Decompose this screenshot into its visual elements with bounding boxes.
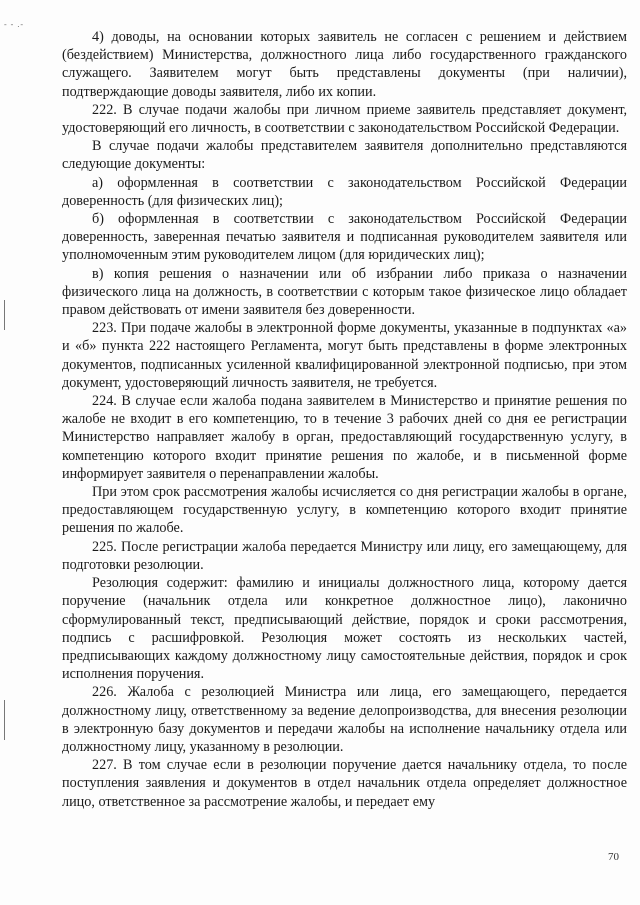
paragraph: Резолюция содержит: фамилию и инициалы должностного лица, которому дается поручение (начальник отдела или конкретное должностное лицо), лаконично сформулированный текст, предписывающий действие, порядок и сроки рассмотрения, подпись с расшифровкой. Резолюция может состоять из нескольких частей, предписывающих каждому должностному лицу самостоятельные действия, порядок и срок исполнения поручения.	[62, 575, 627, 683]
paragraph: а) оформленная в соответствии с законодательством Российской Федерации доверенность (для физических лиц);	[62, 174, 627, 209]
scan-edge-line-middle	[4, 700, 5, 740]
paragraph: 226. Жалоба с резолюцией Министра или лица, его замещающего, передается должностному лицу, ответственному за ведение делопроизводства, для внесения резолюции в электронную базу документов и передачи жалобы на исполнение начальнику отдела или должностному лицу, указанному в резолюции.	[62, 684, 627, 755]
paragraph: При этом срок рассмотрения жалобы исчисляется со дня регистрации жалобы в органе, предоставляющем государственную услугу, в компетенцию которого входит принятие решения по жалобе.	[62, 484, 627, 537]
paragraph: в) копия решения о назначении или об избрании либо приказа о назначении физического лица на должность, в соответствии с которым такое физическое лицо обладает правом действовать от имени заявителя без доверенности.	[62, 265, 627, 319]
paragraph: В случае подачи жалобы представителем заявителя дополнительно представляются следующие документы:	[62, 138, 627, 173]
paragraph: 227. В том случае если в резолюции поручение дается начальнику отдела, то после поступления заявления и документов в отдел начальник отдела определяет должностное лицо, ответственное за рассмотрение жалобы, и передает ему	[62, 757, 627, 810]
scan-artifact-mark: - - .-	[4, 20, 24, 29]
document-body	[62, 28, 627, 811]
paragraph: 222. В случае подачи жалобы при личном приеме заявитель представляет документ, удостоверяющий его личность, в соответствии с законодательством Российской Федерации.	[62, 101, 627, 137]
scan-edge-line-top	[4, 300, 5, 330]
paragraph: 4) доводы, на основании которых заявитель не согласен с решением и действием (бездействием) Министерства, должностного лица либо государственного гражданского служащего. Заявителем могут быть представлены документы (при наличии), подтверждающие доводы заявителя, либо их копии.	[62, 29, 627, 100]
paragraph: б) оформленная в соответствии с законодательством Российской Федерации доверенность, заверенная печатью заявителя и подписанная руководителем заявителя или уполномоченным этим руководителем лицом (для юридических лиц);	[62, 211, 627, 264]
paragraph: 224. В случае если жалоба подана заявителем в Министерство и принятие решения по жалобе не входит в его компетенцию, то в течение 3 рабочих дней со дня ее регистрации Министерство направляет жалобу в орган, предоставляющий государственную услугу, в компетенцию которого входит принятие решения по жалобе, и в письменной форме информирует заявителя о перенаправлении жалобы.	[62, 393, 627, 482]
paragraph: 223. При подаче жалобы в электронной форме документы, указанные в подпунктах «а» и «б» пункта 222 настоящего Регламента, могут быть представлены в форме электронных документов, подписанных усиленной квалифицированной электронной подписью, при этом документ, удостоверяющий личность заявителя, не требуется.	[62, 320, 627, 391]
page-number: 70	[608, 851, 619, 863]
paragraph: 225. После регистрации жалоба передается Министру или лицу, его замещающему, для подготовки резолюции.	[62, 538, 627, 573]
